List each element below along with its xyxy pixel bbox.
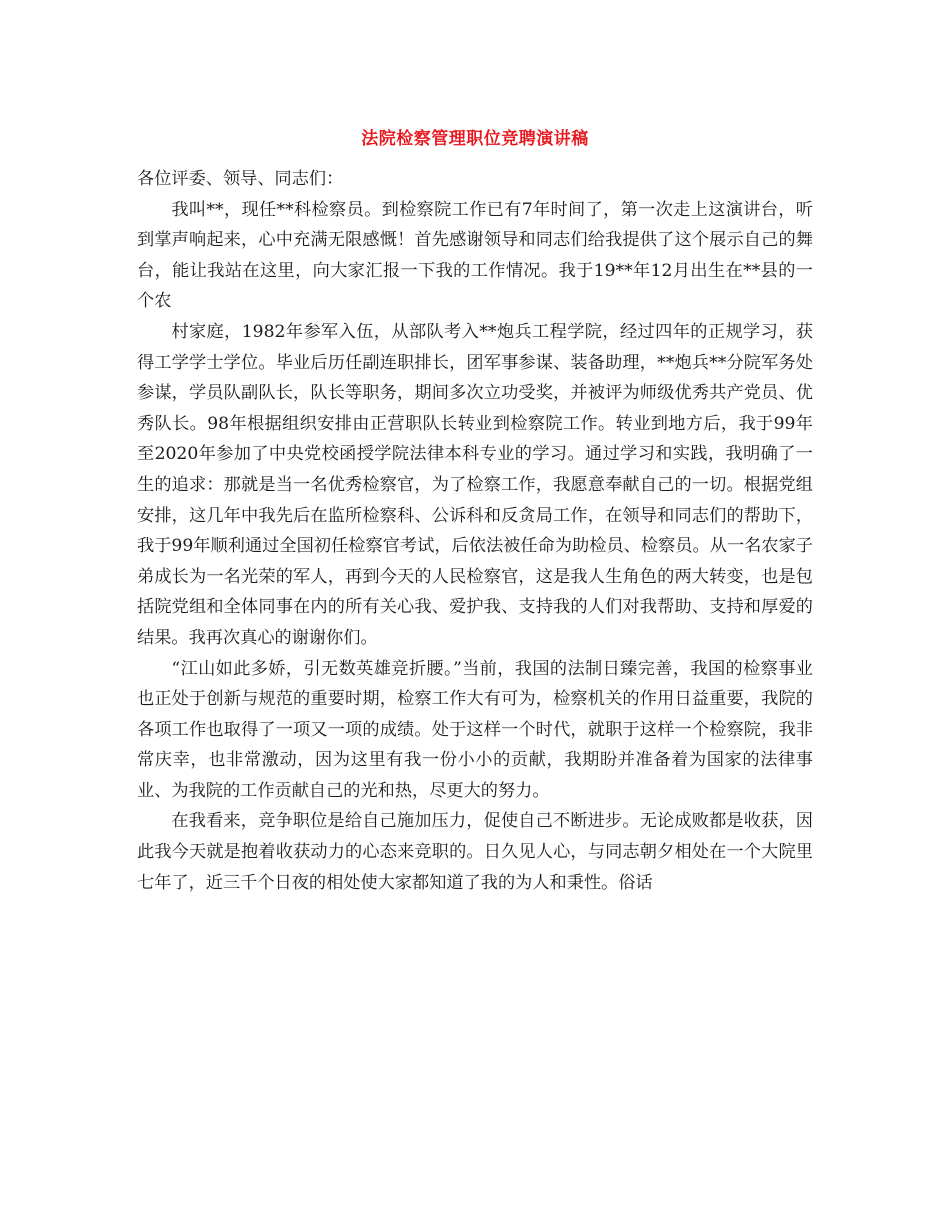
paragraph: “江山如此多娇，引无数英雄竞折腰。”当前，我国的法制日臻完善，我国的检察事业也正处于创新与规范的重要时期，检察工作大有可为，检察机关的作用日益重要，我院的各项工作也取得了一项又一项的成绩。处于这样一个时代，就职于这样一个检察院，我非常庆幸，也非常激动，因为这里有我一份小小的贡献，我期盼并准备着为国家的法律事业、为我院的工作贡献自己的光和热，尽更大的努力。 xyxy=(137,658,813,801)
document-title: 法院检察管理职位竞聘演讲稿 xyxy=(361,129,589,149)
paragraph: 在我看来，竞争职位是给自己施加压力，促使自己不断进步。无论成败都是收获，因此我今天就是抱着收获动力的心态来竞职的。日久见人心，与同志朝夕相处在一个大院里七年了，近三千个日夜的相处使大家都知道了我的为人和秉性。俗话 xyxy=(137,811,813,893)
salutation: 各位评委、领导、同志们： xyxy=(137,169,344,189)
paragraph: 村家庭，1982年参军入伍，从部队考入**炮兵工程学院，经过四年的正规学习，获得工学学士学位。毕业后历任副连职排长，团军事参谋、装备助理，**炮兵**分院军务处参谋，学员队副队长，队长等职务，期间多次立功受奖，并被评为师级优秀共产党员、优秀队长。98年根据组织安排由正营职队长转业到检察院工作。转业到地方后，我于99年至2020年参加了中央党校函授学院法律本科专业的学习。通过学习和实践，我明确了一生的追求：那就是当一名优秀检察官，为了检察工作，我愿意奉献自己的一切。根据党组安排，这几年中我先后在监所检察科、公诉科和反贪局工作，在领导和同志们的帮助下，我于99年顺利通过全国初任检察官考试，后依法被任命为助检员、检察员。从一名农家子弟成长为一名光荣的军人，再到今天的人民检察官，这是我人生角色的两大转变，也是包括院党组和全体同事在内的所有关心我、爱护我、支持我的人们对我帮助、支持和厚爱的结果。我再次真心的谢谢你们。 xyxy=(137,321,813,648)
document-body xyxy=(137,164,813,898)
paragraph: 我叫**，现任**科检察员。到检察院工作已有7年时间了，第一次走上这演讲台，听到掌声响起来，心中充满无限感慨！首先感谢领导和同志们给我提供了这个展示自己的舞台，能让我站在这里，向大家汇报一下我的工作情况。我于19**年12月出生在**县的一个农 xyxy=(137,199,813,312)
